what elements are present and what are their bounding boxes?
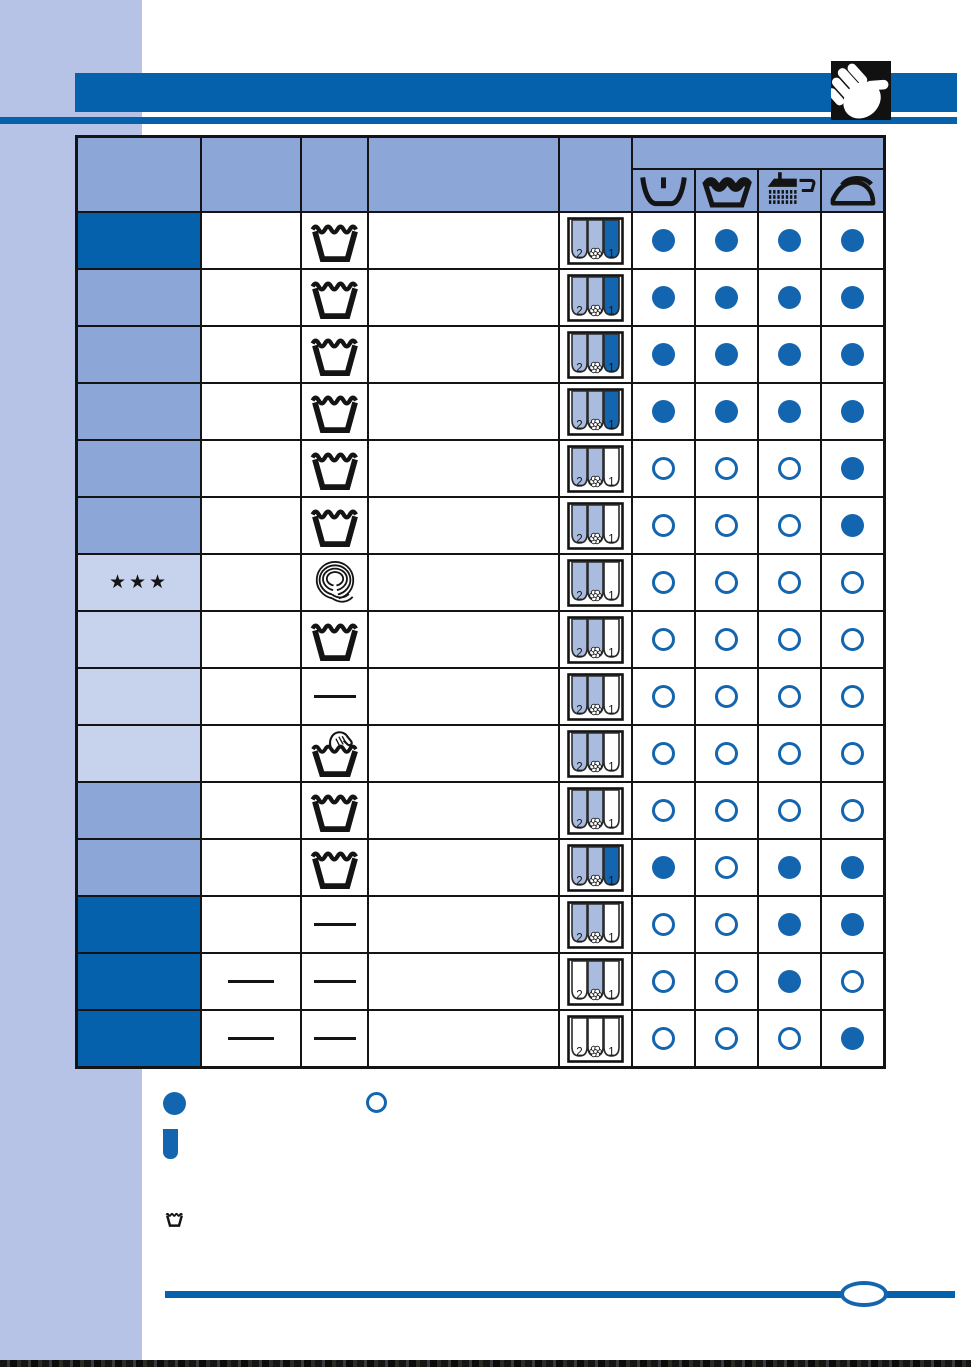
header-description-column <box>368 137 559 213</box>
program-row <box>77 668 885 725</box>
option-dot-empty <box>652 799 675 822</box>
detergent-dispenser-icon <box>559 611 632 668</box>
program-cell <box>77 725 202 782</box>
option-cell <box>758 554 821 611</box>
header-options-group <box>632 137 885 170</box>
program-row <box>77 212 885 269</box>
legend-dispenser-compartment-bar <box>163 1129 178 1159</box>
dash-mark <box>314 923 356 926</box>
option-cell <box>821 269 885 326</box>
svg-text:1: 1 <box>608 590 615 602</box>
description-cell <box>368 611 559 668</box>
option-dot-filled <box>841 514 864 537</box>
option-dot-filled <box>652 400 675 423</box>
program-cell <box>77 326 202 383</box>
wash-tub-icon <box>302 789 367 833</box>
care-symbol-cell <box>301 269 368 326</box>
program-cell <box>77 668 202 725</box>
svg-text:2: 2 <box>576 533 583 545</box>
option-dot-filled <box>778 286 801 309</box>
option-cell <box>695 212 758 269</box>
description-cell <box>368 953 559 1010</box>
option-cell <box>758 725 821 782</box>
program-cell <box>77 1010 202 1068</box>
legend-filled-dot <box>163 1092 186 1115</box>
option-dot-filled <box>715 343 738 366</box>
option-dot-empty <box>715 571 738 594</box>
temperature-cell <box>201 440 301 497</box>
detergent-dispenser-icon <box>559 839 632 896</box>
option-cell <box>758 611 821 668</box>
temperature-cell <box>201 383 301 440</box>
program-table <box>75 135 886 1069</box>
svg-text:1: 1 <box>608 875 615 887</box>
description-cell <box>368 725 559 782</box>
description-cell <box>368 497 559 554</box>
wash-tub-icon <box>302 390 367 434</box>
svg-text:1: 1 <box>608 362 615 374</box>
detergent-dispenser-icon <box>559 1010 632 1068</box>
svg-text:2: 2 <box>576 419 583 431</box>
temperature-cell <box>201 326 301 383</box>
option-cell <box>632 782 695 839</box>
option-dot-empty <box>778 1027 801 1050</box>
option-cell <box>695 269 758 326</box>
option-cell <box>821 554 885 611</box>
temperature-cell <box>201 782 301 839</box>
temperature-cell <box>201 554 301 611</box>
svg-text:1: 1 <box>608 761 615 773</box>
temperature-cell <box>201 839 301 896</box>
option-cell <box>632 953 695 1010</box>
dash-mark <box>228 1037 274 1040</box>
description-cell <box>368 839 559 896</box>
description-cell <box>368 212 559 269</box>
option-dot-filled <box>841 343 864 366</box>
option-cell <box>821 782 885 839</box>
program-cell <box>77 953 202 1010</box>
svg-text:2: 2 <box>576 590 583 602</box>
option-dot-empty <box>841 685 864 708</box>
program-row <box>77 554 885 611</box>
option-dot-empty <box>652 913 675 936</box>
option-cell <box>695 725 758 782</box>
header-rule <box>0 117 957 124</box>
wash-tub-icon <box>302 504 367 548</box>
wool-skein-icon <box>302 559 367 607</box>
svg-text:1: 1 <box>608 647 615 659</box>
option-cell <box>632 839 695 896</box>
option-cell <box>821 440 885 497</box>
option-dot-empty <box>841 742 864 765</box>
description-cell <box>368 440 559 497</box>
header-band <box>75 73 957 112</box>
header-dispenser-column <box>559 137 632 213</box>
temperature-cell <box>201 212 301 269</box>
care-symbol-cell <box>301 497 368 554</box>
program-cell <box>77 611 202 668</box>
option-dot-empty <box>652 1027 675 1050</box>
svg-text:2: 2 <box>576 818 583 830</box>
option-dot-empty <box>715 799 738 822</box>
detergent-dispenser-icon <box>559 326 632 383</box>
iron-icon <box>821 169 885 212</box>
option-cell <box>821 953 885 1010</box>
option-cell <box>695 668 758 725</box>
detergent-dispenser-icon <box>559 725 632 782</box>
wash-tub-icon <box>302 618 367 662</box>
temperature-cell <box>201 896 301 953</box>
svg-text:2: 2 <box>576 932 583 944</box>
svg-text:2: 2 <box>576 875 583 887</box>
option-cell <box>632 611 695 668</box>
option-dot-empty <box>652 685 675 708</box>
program-row <box>77 896 885 953</box>
care-symbol-cell <box>301 953 368 1010</box>
option-cell <box>758 1010 821 1068</box>
option-cell <box>821 326 885 383</box>
option-dot-empty <box>652 742 675 765</box>
option-cell <box>758 383 821 440</box>
option-cell <box>695 839 758 896</box>
option-dot-empty <box>841 628 864 651</box>
wash-tub-icon <box>302 219 367 263</box>
option-dot-filled <box>652 343 675 366</box>
option-cell <box>695 326 758 383</box>
program-row <box>77 440 885 497</box>
detergent-dispenser-icon <box>559 440 632 497</box>
option-dot-empty <box>715 457 738 480</box>
detergent-dispenser-icon <box>559 896 632 953</box>
option-cell <box>632 383 695 440</box>
dash-mark <box>314 980 356 983</box>
option-cell <box>632 896 695 953</box>
dash-mark <box>314 695 356 698</box>
option-dot-empty <box>778 685 801 708</box>
program-cell <box>77 497 202 554</box>
option-dot-empty <box>652 628 675 651</box>
wash-tub-icon <box>302 447 367 491</box>
option-cell <box>695 782 758 839</box>
care-symbol-cell <box>301 782 368 839</box>
option-cell <box>695 611 758 668</box>
option-dot-empty <box>715 856 738 879</box>
rinse-shower-icon <box>758 169 821 212</box>
option-dot-filled <box>652 229 675 252</box>
option-dot-empty <box>778 799 801 822</box>
program-cell <box>77 440 202 497</box>
option-dot-filled <box>841 856 864 879</box>
option-dot-filled <box>778 400 801 423</box>
option-dot-empty <box>652 970 675 993</box>
option-cell <box>632 554 695 611</box>
option-cell <box>758 440 821 497</box>
svg-text:2: 2 <box>576 476 583 488</box>
option-dot-empty <box>652 571 675 594</box>
program-cell <box>77 839 202 896</box>
option-cell <box>632 269 695 326</box>
option-cell <box>758 326 821 383</box>
wash-tub-icon <box>695 169 758 212</box>
description-cell <box>368 269 559 326</box>
option-cell <box>821 383 885 440</box>
option-cell <box>758 212 821 269</box>
temperature-cell <box>201 269 301 326</box>
program-cell <box>77 269 202 326</box>
temperature-cell <box>201 953 301 1010</box>
option-dot-filled <box>778 913 801 936</box>
option-dot-filled <box>841 1027 864 1050</box>
option-cell <box>758 497 821 554</box>
program-row <box>77 383 885 440</box>
svg-text:1: 1 <box>608 818 615 830</box>
detergent-dispenser-icon <box>559 668 632 725</box>
option-cell <box>758 269 821 326</box>
program-row <box>77 782 885 839</box>
option-cell <box>632 326 695 383</box>
option-dot-empty <box>841 571 864 594</box>
care-symbol-cell <box>301 212 368 269</box>
care-symbol-cell <box>301 725 368 782</box>
care-symbol-cell <box>301 611 368 668</box>
hand-icon <box>831 61 891 120</box>
description-cell <box>368 896 559 953</box>
program-cell <box>77 554 202 611</box>
option-cell <box>821 668 885 725</box>
detergent-dispenser-icon <box>559 383 632 440</box>
option-cell <box>758 896 821 953</box>
svg-text:2: 2 <box>576 305 583 317</box>
hand-wash-icon <box>302 730 367 778</box>
option-cell <box>821 611 885 668</box>
svg-text:2: 2 <box>576 248 583 260</box>
wash-tub-icon <box>302 333 367 377</box>
option-dot-empty <box>715 742 738 765</box>
option-dot-empty <box>715 1027 738 1050</box>
option-cell <box>821 896 885 953</box>
header-temperature-column <box>201 137 301 213</box>
option-dot-empty <box>652 514 675 537</box>
svg-text:1: 1 <box>608 1046 615 1058</box>
header-care-symbol-column <box>301 137 368 213</box>
description-cell <box>368 782 559 839</box>
option-cell <box>632 725 695 782</box>
description-cell <box>368 326 559 383</box>
dash-mark <box>228 980 274 983</box>
description-cell <box>368 383 559 440</box>
detergent-dispenser-icon <box>559 782 632 839</box>
detergent-dispenser-icon <box>559 212 632 269</box>
option-cell <box>632 1010 695 1068</box>
option-dot-empty <box>715 970 738 993</box>
option-dot-filled <box>652 286 675 309</box>
detergent-dispenser-icon <box>559 269 632 326</box>
care-symbol-cell <box>301 839 368 896</box>
detergent-dispenser-icon <box>559 497 632 554</box>
svg-text:2: 2 <box>576 989 583 1001</box>
option-cell <box>632 497 695 554</box>
svg-text:2: 2 <box>576 1046 583 1058</box>
option-dot-empty <box>715 913 738 936</box>
program-row <box>77 725 885 782</box>
temperature-cell <box>201 1010 301 1068</box>
program-cell <box>77 782 202 839</box>
option-dot-empty <box>715 685 738 708</box>
option-dot-empty <box>652 457 675 480</box>
option-dot-filled <box>715 400 738 423</box>
program-row <box>77 953 885 1010</box>
temperature-cell <box>201 725 301 782</box>
care-symbol-cell <box>301 896 368 953</box>
svg-text:2: 2 <box>576 761 583 773</box>
option-dot-empty <box>778 571 801 594</box>
prewash-tub-icon <box>632 169 695 212</box>
svg-text:1: 1 <box>608 248 615 260</box>
option-dot-filled <box>778 970 801 993</box>
option-cell <box>632 440 695 497</box>
program-cell <box>77 383 202 440</box>
svg-text:2: 2 <box>576 704 583 716</box>
option-dot-empty <box>841 970 864 993</box>
description-cell <box>368 1010 559 1068</box>
option-dot-filled <box>841 400 864 423</box>
option-dot-filled <box>778 229 801 252</box>
program-cell <box>77 896 202 953</box>
care-symbol-cell <box>301 326 368 383</box>
option-cell <box>695 440 758 497</box>
option-cell <box>758 782 821 839</box>
description-cell <box>368 554 559 611</box>
option-dot-filled <box>841 229 864 252</box>
care-symbol-cell <box>301 383 368 440</box>
option-cell <box>821 497 885 554</box>
option-cell <box>758 668 821 725</box>
option-cell <box>695 554 758 611</box>
page-number-oval <box>840 1281 888 1307</box>
option-cell <box>695 383 758 440</box>
option-dot-empty <box>715 514 738 537</box>
option-dot-filled <box>841 457 864 480</box>
option-cell <box>695 896 758 953</box>
program-cell <box>77 212 202 269</box>
temperature-cell <box>201 668 301 725</box>
footer-rule <box>165 1291 955 1298</box>
option-cell <box>758 839 821 896</box>
option-cell <box>821 839 885 896</box>
legend-empty-circle <box>366 1092 387 1113</box>
option-dot-empty <box>778 514 801 537</box>
svg-text:1: 1 <box>608 419 615 431</box>
option-cell <box>695 1010 758 1068</box>
legend-wash-tub-small-icon <box>162 1211 187 1227</box>
option-dot-empty <box>778 457 801 480</box>
temperature-cell <box>201 497 301 554</box>
option-dot-filled <box>778 343 801 366</box>
care-symbol-cell <box>301 1010 368 1068</box>
program-row <box>77 1010 885 1068</box>
description-cell <box>368 668 559 725</box>
option-dot-filled <box>778 856 801 879</box>
option-dot-empty <box>841 799 864 822</box>
svg-text:1: 1 <box>608 476 615 488</box>
program-stars-label: ★★★ <box>108 572 170 593</box>
svg-text:1: 1 <box>608 989 615 1001</box>
svg-text:1: 1 <box>608 533 615 545</box>
header-program-column <box>77 137 202 213</box>
care-symbol-cell <box>301 554 368 611</box>
program-row <box>77 497 885 554</box>
program-row <box>77 839 885 896</box>
dash-mark <box>314 1037 356 1040</box>
temperature-cell <box>201 611 301 668</box>
detergent-dispenser-icon <box>559 953 632 1010</box>
detergent-dispenser-icon <box>559 554 632 611</box>
option-dot-empty <box>778 742 801 765</box>
option-cell <box>632 668 695 725</box>
option-cell <box>821 1010 885 1068</box>
option-cell <box>821 725 885 782</box>
option-dot-filled <box>715 286 738 309</box>
program-row <box>77 269 885 326</box>
option-cell <box>758 953 821 1010</box>
option-cell <box>695 497 758 554</box>
option-cell <box>632 212 695 269</box>
option-dot-filled <box>652 856 675 879</box>
option-cell <box>821 212 885 269</box>
wash-tub-icon <box>302 276 367 320</box>
program-row <box>77 326 885 383</box>
program-row <box>77 611 885 668</box>
svg-text:1: 1 <box>608 305 615 317</box>
svg-text:2: 2 <box>576 362 583 374</box>
option-dot-filled <box>841 913 864 936</box>
scan-artifact-line <box>0 1360 971 1367</box>
wash-tub-icon <box>302 846 367 890</box>
option-cell <box>695 953 758 1010</box>
care-symbol-cell <box>301 668 368 725</box>
svg-text:1: 1 <box>608 704 615 716</box>
option-dot-empty <box>778 628 801 651</box>
option-dot-filled <box>841 286 864 309</box>
option-dot-empty <box>715 628 738 651</box>
option-dot-filled <box>715 229 738 252</box>
svg-text:1: 1 <box>608 932 615 944</box>
care-symbol-cell <box>301 440 368 497</box>
svg-text:2: 2 <box>576 647 583 659</box>
